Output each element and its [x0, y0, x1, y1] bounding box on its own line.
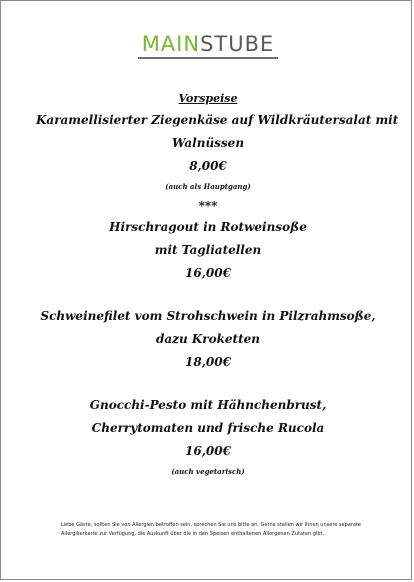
section-title: Vorspeise: [178, 92, 238, 105]
starter-note: (auch als Hauptgang): [165, 182, 251, 191]
starter-name-line1: Karamellisierter Ziegenkäse auf Wildkräutersalat mit: [36, 113, 399, 127]
dish2-name-line1: Schweinefilet vom Strohschwein in Pilzrahmsoße,: [40, 309, 376, 323]
dish2-price: 18,00€: [185, 355, 231, 369]
dish3-note: (auch vegetarisch): [171, 467, 245, 476]
logo-main: MAIN: [141, 32, 201, 56]
dish1-name-line2: mit Tagliatellen: [154, 243, 262, 257]
logo-underline: [138, 57, 278, 59]
spacer: [36, 374, 380, 394]
spacer: [36, 285, 380, 305]
starter-name-line2: Walnüssen: [171, 136, 245, 150]
course-separator: ***: [198, 199, 218, 213]
dish1-name-line1: Hirschragout in Rotweinsoße: [109, 220, 307, 234]
dish2-name-line2: dazu Kroketten: [155, 332, 261, 346]
dish3-price: 16,00€: [185, 444, 231, 458]
starter-price: 8,00€: [189, 159, 227, 173]
dish1-price: 16,00€: [185, 266, 231, 280]
restaurant-logo: [1, 34, 414, 55]
menu-content: [36, 89, 399, 481]
logo-stube: STUBE: [200, 32, 275, 56]
dish3-name-line1: Gnocchi-Pesto mit Hähnchenbrust,: [89, 398, 327, 412]
dish3-name-line2: Cherrytomaten und frische Rucola: [91, 421, 325, 435]
allergy-notice: Liebe Gäste, sollten Sie von Allergien betroffen sein, sprechen Sie uns bitte an. Gerne stellen wir Ihnen unsere separate Allergikerkarte zur Verfügung, die Auskunft über die in den Speisen enthaltenen Allergenen Zutaten gibt.: [61, 522, 362, 537]
